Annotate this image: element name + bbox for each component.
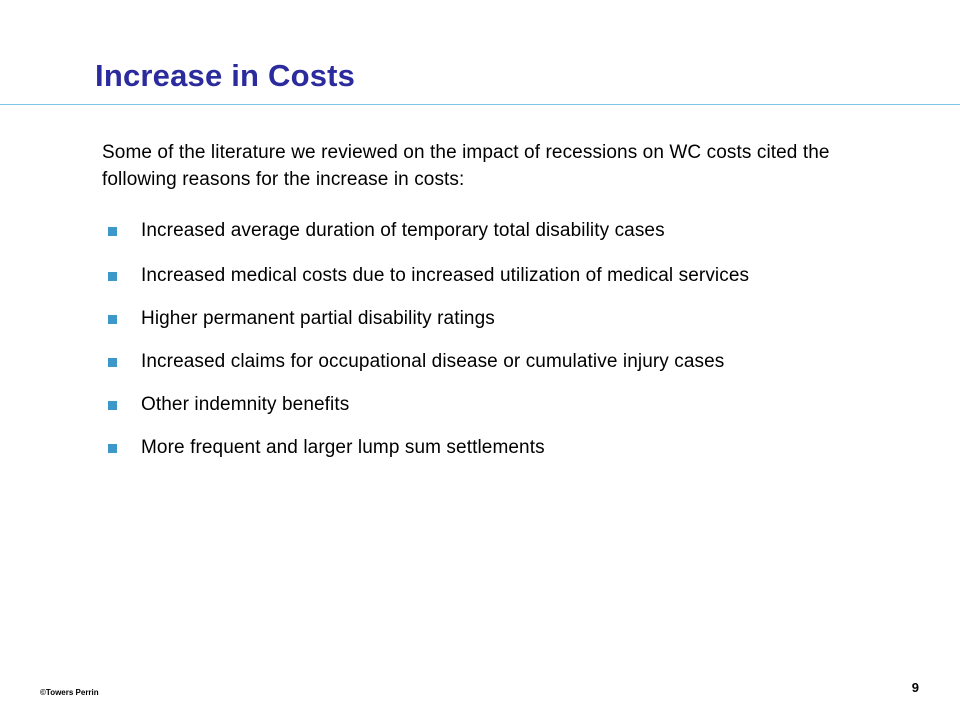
- bullet-text: More frequent and larger lump sum settlements: [141, 437, 545, 458]
- square-bullet-icon: [108, 315, 117, 324]
- page-number: 9: [911, 680, 919, 695]
- square-bullet-icon: [108, 227, 117, 236]
- intro-paragraph: Some of the literature we reviewed on the impact of recessions on WC costs cited the following reasons for the increase in costs:: [102, 142, 830, 190]
- slide-title: Increase in Costs: [95, 58, 356, 93]
- bullet-text: Other indemnity benefits: [141, 394, 350, 415]
- square-bullet-icon: [108, 444, 117, 453]
- bullet-text: Increased average duration of temporary total disability cases: [141, 220, 665, 241]
- square-bullet-icon: [108, 358, 117, 367]
- bullet-text: Higher permanent partial disability ratings: [141, 308, 495, 329]
- bullet-text: Increased medical costs due to increased utilization of medical services: [141, 265, 750, 286]
- footer-copyright: ©Towers Perrin: [40, 688, 99, 697]
- title-divider: [0, 104, 960, 105]
- square-bullet-icon: [108, 272, 117, 281]
- bullet-text: Increased claims for occupational disease or cumulative injury cases: [141, 351, 725, 372]
- square-bullet-icon: [108, 401, 117, 410]
